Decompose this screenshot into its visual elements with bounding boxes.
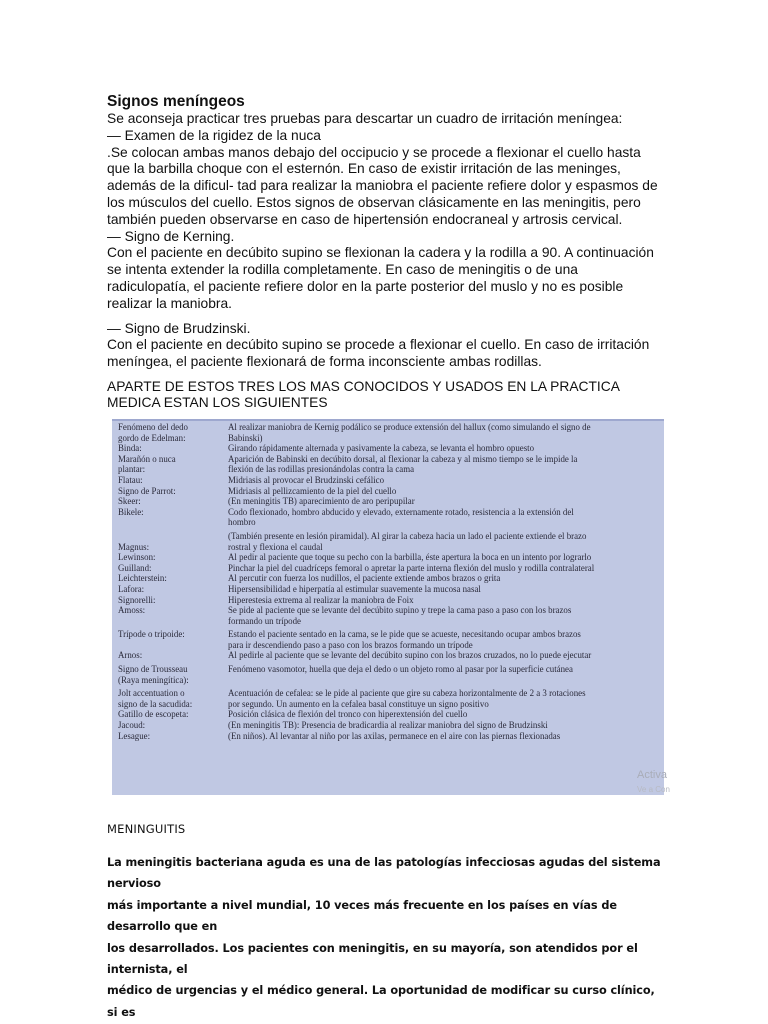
sign-description-line: Se pide al paciente que se levante del decúbito supino y trepe la cama paso a paso con los brazos	[228, 605, 572, 616]
sign-description	[228, 584, 658, 595]
sign-description	[228, 720, 658, 731]
spacer	[107, 313, 667, 321]
sign-description	[228, 650, 658, 661]
table-row	[118, 507, 658, 528]
sign-description	[228, 595, 658, 606]
sign-name-line: Gatillo de escopeta:	[118, 709, 189, 720]
sign-name-line: Fenómeno del dedo	[118, 422, 188, 432]
sign-description-line: Codo flexionado, hombro abducido y elevado, externamente rotado, resistencia a la extensión del	[228, 506, 574, 517]
sign-name	[118, 552, 228, 563]
sign-description-line: (En meningitis TB) aparecimiento de aro peripupilar	[228, 496, 415, 507]
text-line: meníngea, el paciente flexionará de forma inconsciente ambas rodillas.	[107, 354, 542, 370]
sign-description	[228, 688, 658, 709]
sign-description-line: Al realizar maniobra de Kernig podálico se produce extensión del hallux (como simulando el signo de	[228, 422, 591, 432]
sign-name	[118, 629, 228, 650]
document-body	[107, 92, 667, 412]
sign-description-line: Estando el paciente sentado en la cama, se le pide que se acueste, necesitando ocupar ambos brazos	[228, 629, 581, 640]
table-row	[118, 563, 658, 574]
sign-name-line: Binda:	[118, 443, 142, 454]
sign-description	[228, 709, 658, 720]
sign-name	[118, 650, 228, 661]
sign-name	[118, 584, 228, 595]
sign-name-line: Lesague:	[118, 730, 151, 741]
sign-name	[118, 731, 228, 742]
sign-name	[118, 496, 228, 507]
table-row	[118, 584, 658, 595]
sign-name	[118, 595, 228, 606]
sign-description	[228, 422, 658, 443]
sign-description-line: Posición clásica de flexión del tronco con hiperextensión del cuello	[228, 709, 468, 720]
text-line: que la barbilla choque con el esternón. En caso de existir irritación de las meninges,	[107, 161, 621, 177]
activation-watermark-sub: Ve a Con	[637, 785, 670, 794]
sign-name	[118, 688, 228, 709]
text-line: .Se colocan ambas manos debajo del occipucio y se procede a flexionar el cuello hasta	[107, 144, 641, 160]
sign-description	[228, 443, 658, 454]
sign-name-line: gordo de Edelman:	[118, 432, 186, 443]
signs-table-image	[112, 419, 664, 795]
sign-description	[228, 573, 658, 584]
table-row	[118, 454, 658, 475]
sign-name-line: (Raya meningítica):	[118, 674, 189, 685]
sign-description-line: rostral y flexiona el caudal	[228, 541, 323, 552]
text-line: los músculos del cuello. Estos signos de observan clásicamente en las meningitis, pero	[107, 194, 641, 210]
sign-description	[228, 507, 658, 528]
bold-text-line: médico de urgencias y el médico general. La oportunidad de modificar su curso clínico, si es	[107, 984, 655, 1019]
sign-description-line: Fenómeno vasomotor, huella que deja el dedo o un objeto romo al pasar por la superficie cutánea	[228, 664, 573, 675]
table-row	[118, 629, 658, 650]
sign-description	[228, 552, 658, 563]
meningitis-paragraph	[107, 852, 667, 1023]
sign-description-line: Al percutir con fuerza los nudillos, el paciente extiende ambos brazos o grita	[228, 573, 501, 584]
bold-text-line: los desarrollados. Los pacientes con meningitis, en su mayoría, son atendidos por el internista, el	[107, 941, 638, 977]
text-line: realizar la maniobra.	[107, 295, 232, 311]
table-row	[118, 605, 658, 626]
sign-description-line: Aparición de Babinski en decúbito dorsal, al flexionar la cabeza y al mismo tiempo se le impide la	[228, 453, 578, 464]
table-row	[118, 709, 658, 720]
sign-description	[228, 605, 658, 626]
sign-name-line: Jolt accentuation o	[118, 688, 185, 699]
table-row	[118, 531, 658, 552]
table-row	[118, 486, 658, 497]
spacer	[107, 371, 667, 379]
sign-description-line: Girando rápidamente alternada y pasivamente la cabeza, se levanta el hombro opuesto	[228, 443, 535, 454]
sign-description	[228, 531, 658, 552]
text-line: — Signo de Brudzinski.	[107, 320, 251, 336]
sign-name-line: Trípode o tripoide:	[118, 629, 185, 640]
uppercase-heading	[107, 379, 667, 412]
sign-name-line: Leichterstein:	[118, 573, 167, 584]
sign-name-line: plantar:	[118, 464, 146, 475]
sign-name	[118, 422, 228, 443]
table-row	[118, 443, 658, 454]
caps-line: MEDICA ESTAN LOS SIGUIENTES	[107, 395, 328, 411]
sign-description	[228, 664, 658, 685]
sign-name-line: Signorelli:	[118, 594, 156, 605]
sign-description-line: (También presente en lesión piramidal). Al girar la cabeza hacia un lado el paciente extiende el brazo	[228, 530, 587, 541]
signs-table	[118, 422, 658, 741]
sign-name	[118, 475, 228, 486]
sign-description-line: Hiperestesia extrema al realizar la maniobra de Foix	[228, 594, 414, 605]
sign-name	[118, 443, 228, 454]
bold-text-line: La meningitis bacteriana aguda es una de las patologías infecciosas agudas del sistema nervioso	[107, 856, 661, 891]
table-top-rule	[112, 419, 664, 421]
text-line: — Examen de la rigidez de la nuca	[107, 127, 321, 143]
text-line: — Signo de Kerning.	[107, 228, 235, 244]
sign-name	[118, 507, 228, 528]
sign-name	[118, 486, 228, 497]
sign-description-line: Pinchar la piel del cuadríceps femoral o apretar la parte interna flexión del muslo y rodilla contralateral	[228, 562, 595, 573]
sign-name-line: Lafora:	[118, 583, 145, 594]
table-row	[118, 664, 658, 685]
text-line: Se aconseja practicar tres pruebas para descartar un cuadro de irritación meníngea:	[107, 111, 623, 126]
table-row	[118, 475, 658, 486]
sign-name	[118, 573, 228, 584]
sign-description	[228, 496, 658, 507]
table-row	[118, 688, 658, 709]
sign-description	[228, 486, 658, 497]
sign-description-line: por segundo. Un aumento en la cefalea basal constituye un signo positivo	[228, 698, 489, 709]
table-row	[118, 720, 658, 731]
text-line: Con el paciente en decúbito supino se procede a flexionar el cuello. En caso de irritación	[107, 337, 650, 353]
sign-name	[118, 720, 228, 731]
sign-name-line: Arnos:	[118, 650, 143, 661]
intro-paragraphs	[107, 111, 667, 313]
sign-name	[118, 454, 228, 475]
sign-description-line: Al pedir al paciente que toque su pecho con la barbilla, éste apertura la boca en un intento por lograrlo	[228, 552, 592, 563]
table-row	[118, 496, 658, 507]
sign-name	[118, 664, 228, 685]
sign-name-line: Flatau:	[118, 474, 143, 485]
sign-name-line	[118, 531, 228, 542]
sign-description-line: Al pedirle al paciente que se levante del decúbito supino con los brazos cruzados, no lo puede ejecutar	[228, 650, 592, 661]
activation-watermark: Activa	[637, 769, 667, 781]
sign-description-line: hombro	[228, 517, 256, 528]
sign-name	[118, 563, 228, 574]
sign-description-line: Acentuación de cefalea: se le pide al paciente que gire su cabeza horizontalmente de 2 a 3 rotaciones	[228, 688, 586, 699]
sign-name-line: Signo de Trousseau	[118, 664, 188, 675]
sign-name-line: Lewinson:	[118, 552, 156, 563]
sign-description-line: (En niños). Al levantar al niño por las axilas, permanece en el aire con las piernas flexionadas	[228, 730, 561, 741]
bold-text-line: más importante a nivel mundial, 10 veces más frecuente en los países en vías de desarrollo que en	[107, 898, 617, 934]
sign-description	[228, 563, 658, 574]
meningitis-section	[107, 822, 667, 1023]
sign-description	[228, 629, 658, 650]
table-row	[118, 552, 658, 563]
table-row	[118, 595, 658, 606]
sign-name	[118, 531, 228, 552]
text-line: además de la dificul- tad para realizar la maniobra el paciente refiere dolor y espasmos de	[107, 178, 658, 194]
table-row	[118, 731, 658, 742]
sign-description-line: (En meningitis TB): Presencia de bradicardia al realizar maniobra del signo de Brudzinski	[228, 720, 548, 731]
sign-name-line: Bikele:	[118, 506, 144, 517]
brudzinski-paragraph	[107, 321, 667, 371]
sign-description	[228, 475, 658, 486]
sign-name-line: signo de la sacudida:	[118, 698, 193, 709]
section-title: Signos meníngeos	[107, 93, 245, 110]
sign-name-line: Amoss:	[118, 605, 146, 616]
sign-name-line: Jacoud:	[118, 720, 146, 731]
table-row	[118, 650, 658, 661]
sign-description-line: Midriasis al pellizcamiento de la piel del cuello	[228, 485, 397, 496]
text-line: radiculopatía, el paciente refiere dolor en la parte posterior del muslo y no es posible	[107, 278, 624, 294]
sign-description-line: flexión de las rodillas presionándolas contra la cama	[228, 464, 415, 475]
sign-name-line: Magnus:	[118, 541, 150, 552]
sign-name-line: Marañón o nuca	[118, 453, 176, 464]
sign-description-line: para ir descendiendo paso a paso con los brazos formando un trípode	[228, 639, 473, 650]
text-line: también pueden observarse en caso de hipertensión endocraneal y artrosis cervical.	[107, 211, 623, 227]
sign-name-line: Signo de Parrot:	[118, 485, 176, 496]
meningitis-heading: MENINGUITIS	[107, 822, 186, 836]
sign-description	[228, 731, 658, 742]
table-row	[118, 422, 658, 443]
sign-description-line: formando un trípode	[228, 615, 301, 626]
sign-description	[228, 454, 658, 475]
table-row	[118, 573, 658, 584]
sign-description-line: Hipersensibilidad e hiperpatía al estimular suavemente la mucosa nasal	[228, 583, 481, 594]
text-line: se intenta extender la rodilla completamente. En caso de meningitis o de una	[107, 262, 578, 278]
sign-name-line: Skeer:	[118, 496, 141, 507]
sign-description-line: Babinski)	[228, 432, 263, 443]
sign-name	[118, 605, 228, 626]
sign-description-line: Midriasis al provocar el Brudzinski cefálico	[228, 474, 385, 485]
text-line: Con el paciente en decúbito supino se flexionan la cadera y la rodilla a 90. A continuación	[107, 245, 654, 261]
sign-name-line: Guilland:	[118, 562, 152, 573]
caps-line: APARTE DE ESTOS TRES LOS MAS CONOCIDOS Y USADOS EN LA PRACTICA	[107, 378, 620, 394]
sign-name	[118, 709, 228, 720]
